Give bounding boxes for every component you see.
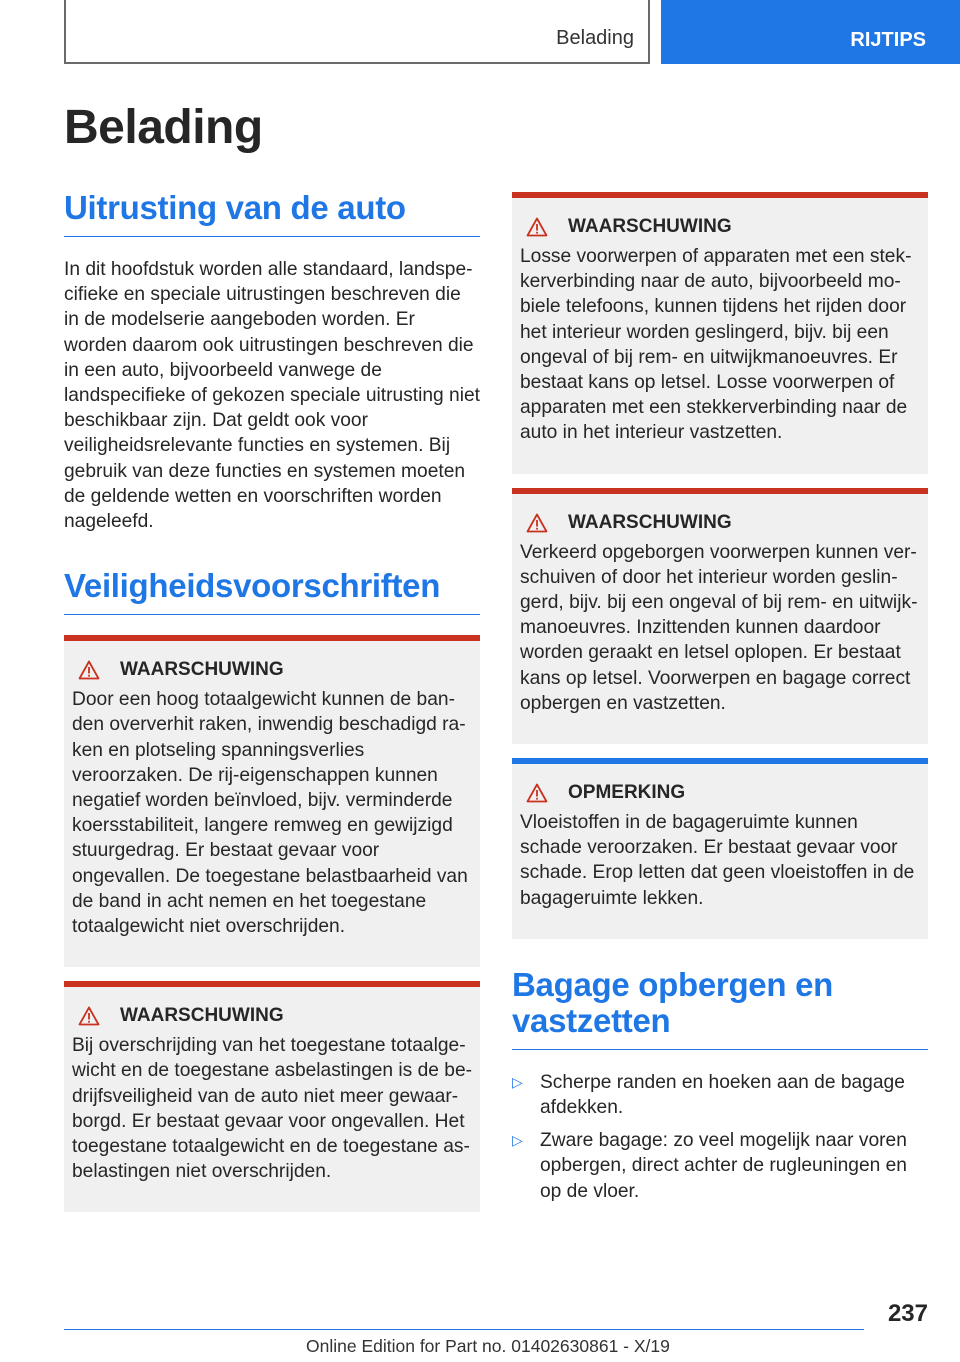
warning-text: Bij overschrijding van het toegestane totaalgewicht en de toegestane asbelastingen is de bedrijfsveiligheid van de auto niet meer gewaarborgd. Er bestaat gevaar voor ongevallen. Het toegestane totaalgewicht en de toegestane asbelastingen niet overschrijden.	[72, 1035, 473, 1183]
warning-text: Verkeerd opgeborgen voorwerpen kunnen verschuiven of door het interieur worden geslingerd, bijv. bij een ongeval of bij rem- en uitwijkmanoeuvres. Inzittenden kunnen daardoor worden geraakt en letsel oplopen. Er bestaat kans op letsel. Voorwerpen en bagage correct opbergen en vastzetten.	[520, 541, 918, 714]
note-text: Vloeistoffen in de bagageruimte kunnen schade veroorzaken. Er bestaat gevaar voor schade. Erop letten dat geen vloeistoffen in de bagageruimte lekken.	[520, 812, 915, 909]
header-chapter-tab[interactable]	[661, 0, 960, 64]
warning-triangle-icon	[78, 660, 100, 680]
note-box	[512, 758, 928, 939]
warning-box	[64, 635, 480, 967]
section-text-uitrusting: In dit hoofdstuk worden alle standaard, landspecifieke en speciale uitrustingen beschreven die in de modelserie aangeboden worden. Er worden daarom ook uitrustingen beschreven die in een auto, bijvoorbeeld vanwege de landspecifieke of gekozen speciale uitrusting niet beschikbaar zijn. Dat geldt ook voor veiligheidsrelevante functies en systemen. Bij gebruik van deze functies en systemen moeten de geldende wetten en voorschriften worden nageleefd.	[64, 259, 480, 533]
warning-box	[512, 488, 928, 744]
section-heading-uitrusting: Uitrusting van de auto	[64, 190, 480, 237]
right-column	[512, 192, 928, 1212]
warning-label: WAARSCHUWING	[120, 1005, 284, 1027]
header-chapter-label: RIJTIPS	[850, 29, 926, 51]
warning-triangle-icon	[526, 783, 548, 803]
warning-triangle-icon	[526, 217, 548, 237]
footer-edition: Online Edition for Part no. 01402630861 - X/19	[306, 1336, 670, 1356]
warning-text: Losse voorwerpen of apparaten met een stekkerverbinding naar de auto, bijvoorbeeld mobiele telefoons, kunnen tijdens het rijden door het interieur worden geslingerd, bijv. bij een ongeval of bij rem- en uitwijkmanoeuvres. Er bestaat kans op letsel. Losse voorwerpen of apparaten met een stekkerverbinding naar de auto in het interieur vastzetten.	[520, 246, 912, 444]
bullet-triangle-icon: ▷	[512, 1132, 523, 1149]
warning-heading	[72, 655, 472, 685]
footer-divider	[64, 1329, 864, 1330]
note-label: OPMERKING	[568, 782, 686, 804]
warning-label: WAARSCHUWING	[568, 216, 732, 237]
bagage-list	[512, 1070, 928, 1204]
list-item	[512, 1070, 928, 1120]
page-number: 237	[887, 1300, 928, 1327]
warning-heading	[72, 1001, 472, 1031]
left-column	[64, 190, 480, 1212]
section-heading-veiligheid: Veiligheidsvoorschriften	[64, 568, 480, 615]
header-section-label: Belading	[556, 27, 634, 49]
warning-text: Door een hoog totaalgewicht kunnen de banden oververhit raken, inwendig beschadigd raken en plotseling spanningsverlies veroorzaken. De rij-eigenschappen kunnen negatief worden beïnvloed, bijv. verminderde koersstabiliteit, langere remweg en gewijzigd stuurgedrag. Er bestaat gevaar voor ongevallen. De toegestane belastbaarheid van de band in acht nemen en het toegestane totaalgewicht niet overschrijden.	[72, 689, 468, 938]
page-title: Belading	[64, 101, 263, 154]
warning-box	[512, 192, 928, 474]
list-item-text: Zware bagage: zo veel mogelijk naar voren opbergen, direct achter de rugleuningen en op de vloer.	[540, 1130, 907, 1202]
warning-heading	[520, 212, 920, 242]
warning-label: WAARSCHUWING	[120, 659, 284, 681]
warning-triangle-icon	[78, 1006, 100, 1026]
warning-triangle-icon	[526, 513, 548, 533]
header-section-box	[64, 0, 650, 64]
warning-heading	[520, 508, 920, 538]
note-heading	[520, 778, 920, 808]
list-item-text: Scherpe randen en hoeken aan de bagage afdekken.	[540, 1071, 905, 1119]
list-item	[512, 1128, 928, 1204]
warning-box	[64, 981, 480, 1212]
warning-label: WAARSCHUWING	[568, 511, 732, 533]
section-heading-bagage: Bagage opbergen en vastzetten	[512, 967, 928, 1050]
bullet-triangle-icon: ▷	[512, 1073, 523, 1090]
